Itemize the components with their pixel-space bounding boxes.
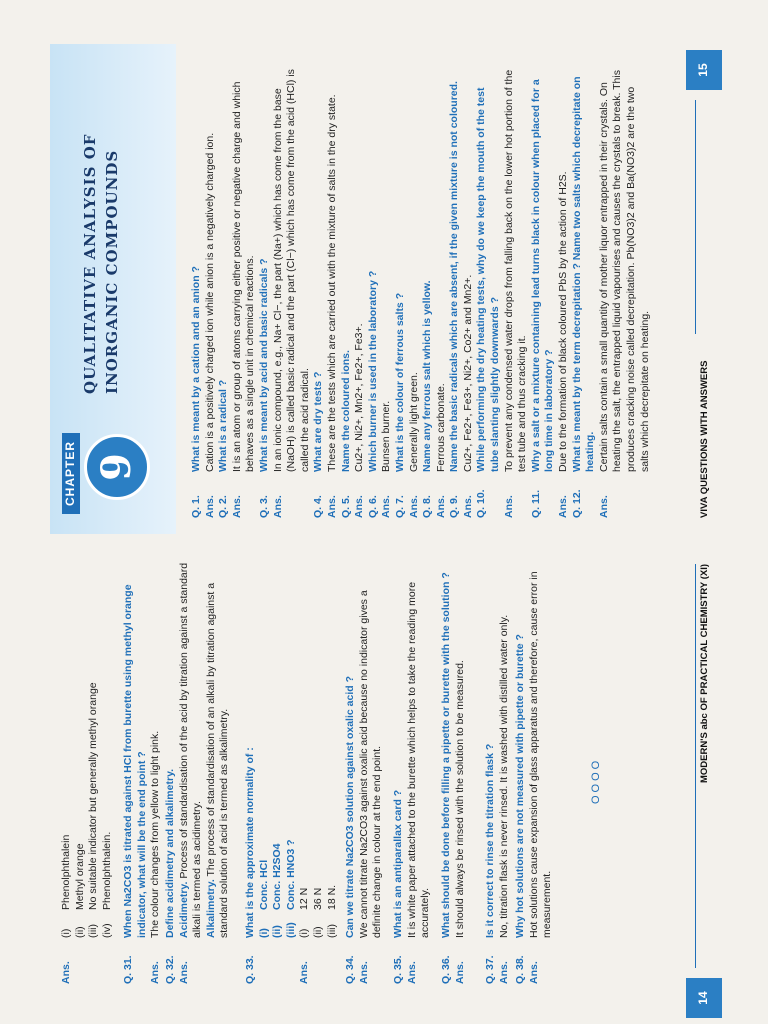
list-number: (iii) xyxy=(284,922,297,938)
question-text: What is the colour of ferrous salts ? xyxy=(393,292,406,472)
answer-text: Generally light green. xyxy=(407,372,420,472)
left-page xyxy=(50,534,722,1024)
answer-text: The colour changes from yellow to light pink. xyxy=(149,730,162,938)
question-number: Q. 33. xyxy=(244,955,256,984)
q30-answer-block xyxy=(60,554,114,984)
answer-label: Ans. xyxy=(149,961,162,984)
page-number-15: 15 xyxy=(686,50,722,90)
list-number: (iii) xyxy=(325,924,338,938)
answer-text: Certain salts contain a small quantity of mother liquor entrapped in their crystals. On heating the salt, the entrapped liquid vapourises and causes the crystals to break. This produces cracking noise called decrepitation. Pb(NO3)2 and Ba(NO3)2 are the two salts which decrepitate on heating. xyxy=(597,70,651,472)
answer-label: Ans. xyxy=(497,961,510,984)
question-2 xyxy=(217,63,258,518)
question-text: When Na2CO3 is titrated against HCl from burette using methyl orange indicator, what will be the end point ? xyxy=(122,584,148,938)
question-33 xyxy=(244,554,339,984)
question-text: Why hot solutions are not measured with pipette or burette ? xyxy=(514,634,526,938)
question-text: What should be done before filling a pipette or burette with the solution ? xyxy=(440,572,452,938)
question-text: Which burner is used in the laboratory ? xyxy=(366,270,379,472)
rotated-book-spread xyxy=(50,44,722,1024)
question-text: Define acidimetry and alkalimetry. xyxy=(164,768,176,938)
list-item: 12 N xyxy=(298,887,311,910)
answer-text: Hot solutions cause expansion of glass apparatus and therefore, cause error in measurement. xyxy=(527,571,554,938)
answer-label: Ans. xyxy=(380,495,393,518)
question-number: Q. 37. xyxy=(484,955,496,984)
answer-label: Ans. xyxy=(502,495,515,518)
question-37 xyxy=(484,554,511,984)
question-text: What is meant by the term decrepitation ? Name two salts which decrepitate on heating. xyxy=(570,76,597,472)
list-number: (i) xyxy=(60,928,72,938)
question-11 xyxy=(530,63,571,518)
answer-label: Ans. xyxy=(230,495,243,518)
question-number: Q. 9. xyxy=(448,495,461,518)
list-item: Conc. HCl xyxy=(257,859,270,910)
footer-rule xyxy=(695,100,696,334)
answer-label: Ans. xyxy=(60,961,72,984)
answer-text: Process of standardisation of the acid by titration against a standard alkali is termed as acidimetry. xyxy=(177,562,204,938)
question-number: Q. 38. xyxy=(514,955,526,984)
term-acidimetry: Acidimetry. xyxy=(177,881,190,938)
question-number: Q. 31. xyxy=(122,955,134,984)
answer-text: To prevent any condensed water drops from falling back on the lower hot portion of the test tube and thus cracking it. xyxy=(502,69,529,472)
chapter-banner xyxy=(50,44,176,534)
question-number: Q. 2. xyxy=(217,495,230,518)
answer-text: We cannot titrate Na2CO3 against oxalic acid because no indicator gives a definite change in colour at the end point. xyxy=(357,590,384,938)
term-alkalimetry: Alkalimetry. xyxy=(204,879,217,938)
question-text: What are dry tests ? xyxy=(312,371,325,472)
answer-text: No, titration flask is never rinsed. It is washed with distilled water only. xyxy=(497,614,510,938)
chapter-number-badge: 9 xyxy=(84,434,150,500)
answer-label: Ans. xyxy=(557,495,570,518)
question-number: Q. 8. xyxy=(421,495,434,518)
page-number-14: 14 xyxy=(686,978,722,1018)
question-text: What is meant by acid and basic radicals ? xyxy=(257,258,270,472)
answer-text: It is white paper attached to the burette which helps to take the reading more accurately. xyxy=(405,581,432,938)
list-item: 18 N. xyxy=(325,884,338,910)
left-footer: MODERN'S abc OF PRACTICAL CHEMISTRY (XI) xyxy=(699,564,711,784)
right-footer: VIVA QUESTIONS WITH ANSWERS xyxy=(699,360,711,518)
question-number: Q. 12. xyxy=(570,489,583,518)
list-number: (i) xyxy=(298,928,311,938)
answer-label: Ans. xyxy=(527,961,540,984)
question-text: What is meant by a cation and an anion ? xyxy=(190,266,202,472)
list-item: Conc. H2SO4 xyxy=(271,843,284,910)
question-number: Q. 11. xyxy=(529,489,542,518)
list-number: (iii) xyxy=(87,924,100,938)
answer-text: In an ionic compound, e.g., Na+ Cl−, the part (Na+) which has come from the base (NaOH) is called basic radical and the part (Cl−) which has come from the acid (HCl) is called the acid radical. xyxy=(271,69,311,472)
answer-label: Ans. xyxy=(177,961,190,984)
question-6 xyxy=(367,63,394,518)
list-item: Conc. HNO3 ? xyxy=(284,839,297,910)
question-number: Q. 5. xyxy=(339,495,352,518)
question-number: Q. 6. xyxy=(366,495,379,518)
question-text: While performing the dry heating tests, why do we keep the mouth of the test tube slanting slightly downwards ? xyxy=(475,87,502,472)
question-text: What is the approximate normality of : xyxy=(244,747,256,938)
question-9 xyxy=(448,63,475,518)
answer-text: Due to the formation of black coloured PbS by the action of H2S. xyxy=(557,171,570,472)
list-number: (ii) xyxy=(73,926,86,938)
chapter-title-line1: QUALITATIVE ANALYSIS OF xyxy=(81,133,99,394)
answer-label: Ans. xyxy=(357,961,370,984)
question-text: Name the coloured ions. xyxy=(339,350,352,472)
question-36 xyxy=(440,554,467,984)
question-8 xyxy=(421,63,448,518)
question-12 xyxy=(571,63,653,518)
question-text: Is it correct to rinse the titration flask ? xyxy=(484,743,496,938)
answer-label: Ans. xyxy=(325,495,338,518)
list-number: (ii) xyxy=(271,925,284,938)
right-page xyxy=(50,44,722,534)
answer-label: Ans. xyxy=(271,495,284,518)
answer-label: Ans. xyxy=(203,495,216,518)
question-number: Q. 32. xyxy=(164,955,176,984)
question-text: What is a radical ? xyxy=(217,379,230,472)
answer-text: Cu2+, Fe2+, Fe3+, Ni2+, Co2+ and Mn2+. xyxy=(461,274,474,472)
question-number: Q. 36. xyxy=(440,955,452,984)
list-item: Methyl orange xyxy=(73,843,86,910)
question-7 xyxy=(394,63,421,518)
question-text: Why a salt or a mixture containing lead turns black in colour when placed for a long time in laboratory ? xyxy=(529,79,556,472)
question-number: Q. 35. xyxy=(392,955,404,984)
question-3 xyxy=(258,63,312,518)
answer-label: Ans. xyxy=(453,961,466,984)
question-31 xyxy=(122,554,163,984)
list-item: 36 N xyxy=(311,887,324,910)
answer-text: Cu2+, Ni2+, Mn2+, Fe2+, Fe3+. xyxy=(353,323,366,472)
question-34 xyxy=(344,554,385,984)
answer-text: Cation is a positively charged ion while anion is a negatively charged ion. xyxy=(203,132,216,472)
list-item: Phenolphthalein. xyxy=(100,831,113,910)
question-5 xyxy=(340,63,367,518)
answer-label: Ans. xyxy=(353,495,366,518)
question-text: Name the basic radicals which are absent, if the given mixture is not coloured. xyxy=(448,81,461,472)
question-text: Name any ferrous salt which is yellow. xyxy=(421,280,434,472)
section-end-circles: OOOO xyxy=(590,757,602,804)
question-number: Q. 10. xyxy=(475,489,488,518)
list-number: (ii) xyxy=(311,926,324,938)
list-number: (i) xyxy=(257,928,270,938)
list-item: No suitable indicator but generally methyl orange xyxy=(87,682,100,910)
question-4 xyxy=(312,63,339,518)
answer-text: Bunsen burner. xyxy=(380,400,393,472)
answer-label: Ans. xyxy=(461,495,474,518)
list-number: (iv) xyxy=(100,923,113,938)
chapter-title-line2: INORGANIC COMPOUNDS xyxy=(103,149,121,394)
answer-text: The process of standardisation of an alkali by titration against a standard solution of acid is termed as alkalimetry. xyxy=(204,582,231,938)
answer-text: It should always be rinsed with the solution to be measured. xyxy=(453,660,466,938)
question-number: Q. 4. xyxy=(312,495,325,518)
question-number: Q. 3. xyxy=(257,495,270,518)
answer-text: It is an atom or group of atoms carrying either positive or negative charge and which behaves as a single unit in chemical reactions. xyxy=(230,81,257,472)
answer-text: These are the tests which are carried out with the mixture of salts in the dry state. xyxy=(325,94,338,472)
question-list xyxy=(190,63,652,518)
question-number: Q. 34. xyxy=(344,955,356,984)
answer-label: Ans. xyxy=(298,961,311,984)
list-item: Phenolphthalein xyxy=(60,834,72,910)
answer-label: Ans. xyxy=(407,495,420,518)
footer-rule xyxy=(695,564,696,968)
answer-label: Ans. xyxy=(597,495,610,518)
question-number: Q. 7. xyxy=(393,495,406,518)
question-35 xyxy=(392,554,433,984)
question-38 xyxy=(514,554,555,984)
chapter-label: CHAPTER xyxy=(62,433,80,514)
answer-label: Ans. xyxy=(405,961,418,984)
question-text: Can we titrate Na2CO3 solution against oxalic acid ? xyxy=(344,676,356,938)
answer-text: Ferrous carbonate. xyxy=(434,383,447,472)
question-1 xyxy=(190,63,217,518)
question-10 xyxy=(475,63,529,518)
question-text: What is an antiparallax card ? xyxy=(392,789,404,938)
answer-label: Ans. xyxy=(434,495,447,518)
question-32 xyxy=(164,554,232,984)
question-number: Q. 1. xyxy=(190,495,202,518)
